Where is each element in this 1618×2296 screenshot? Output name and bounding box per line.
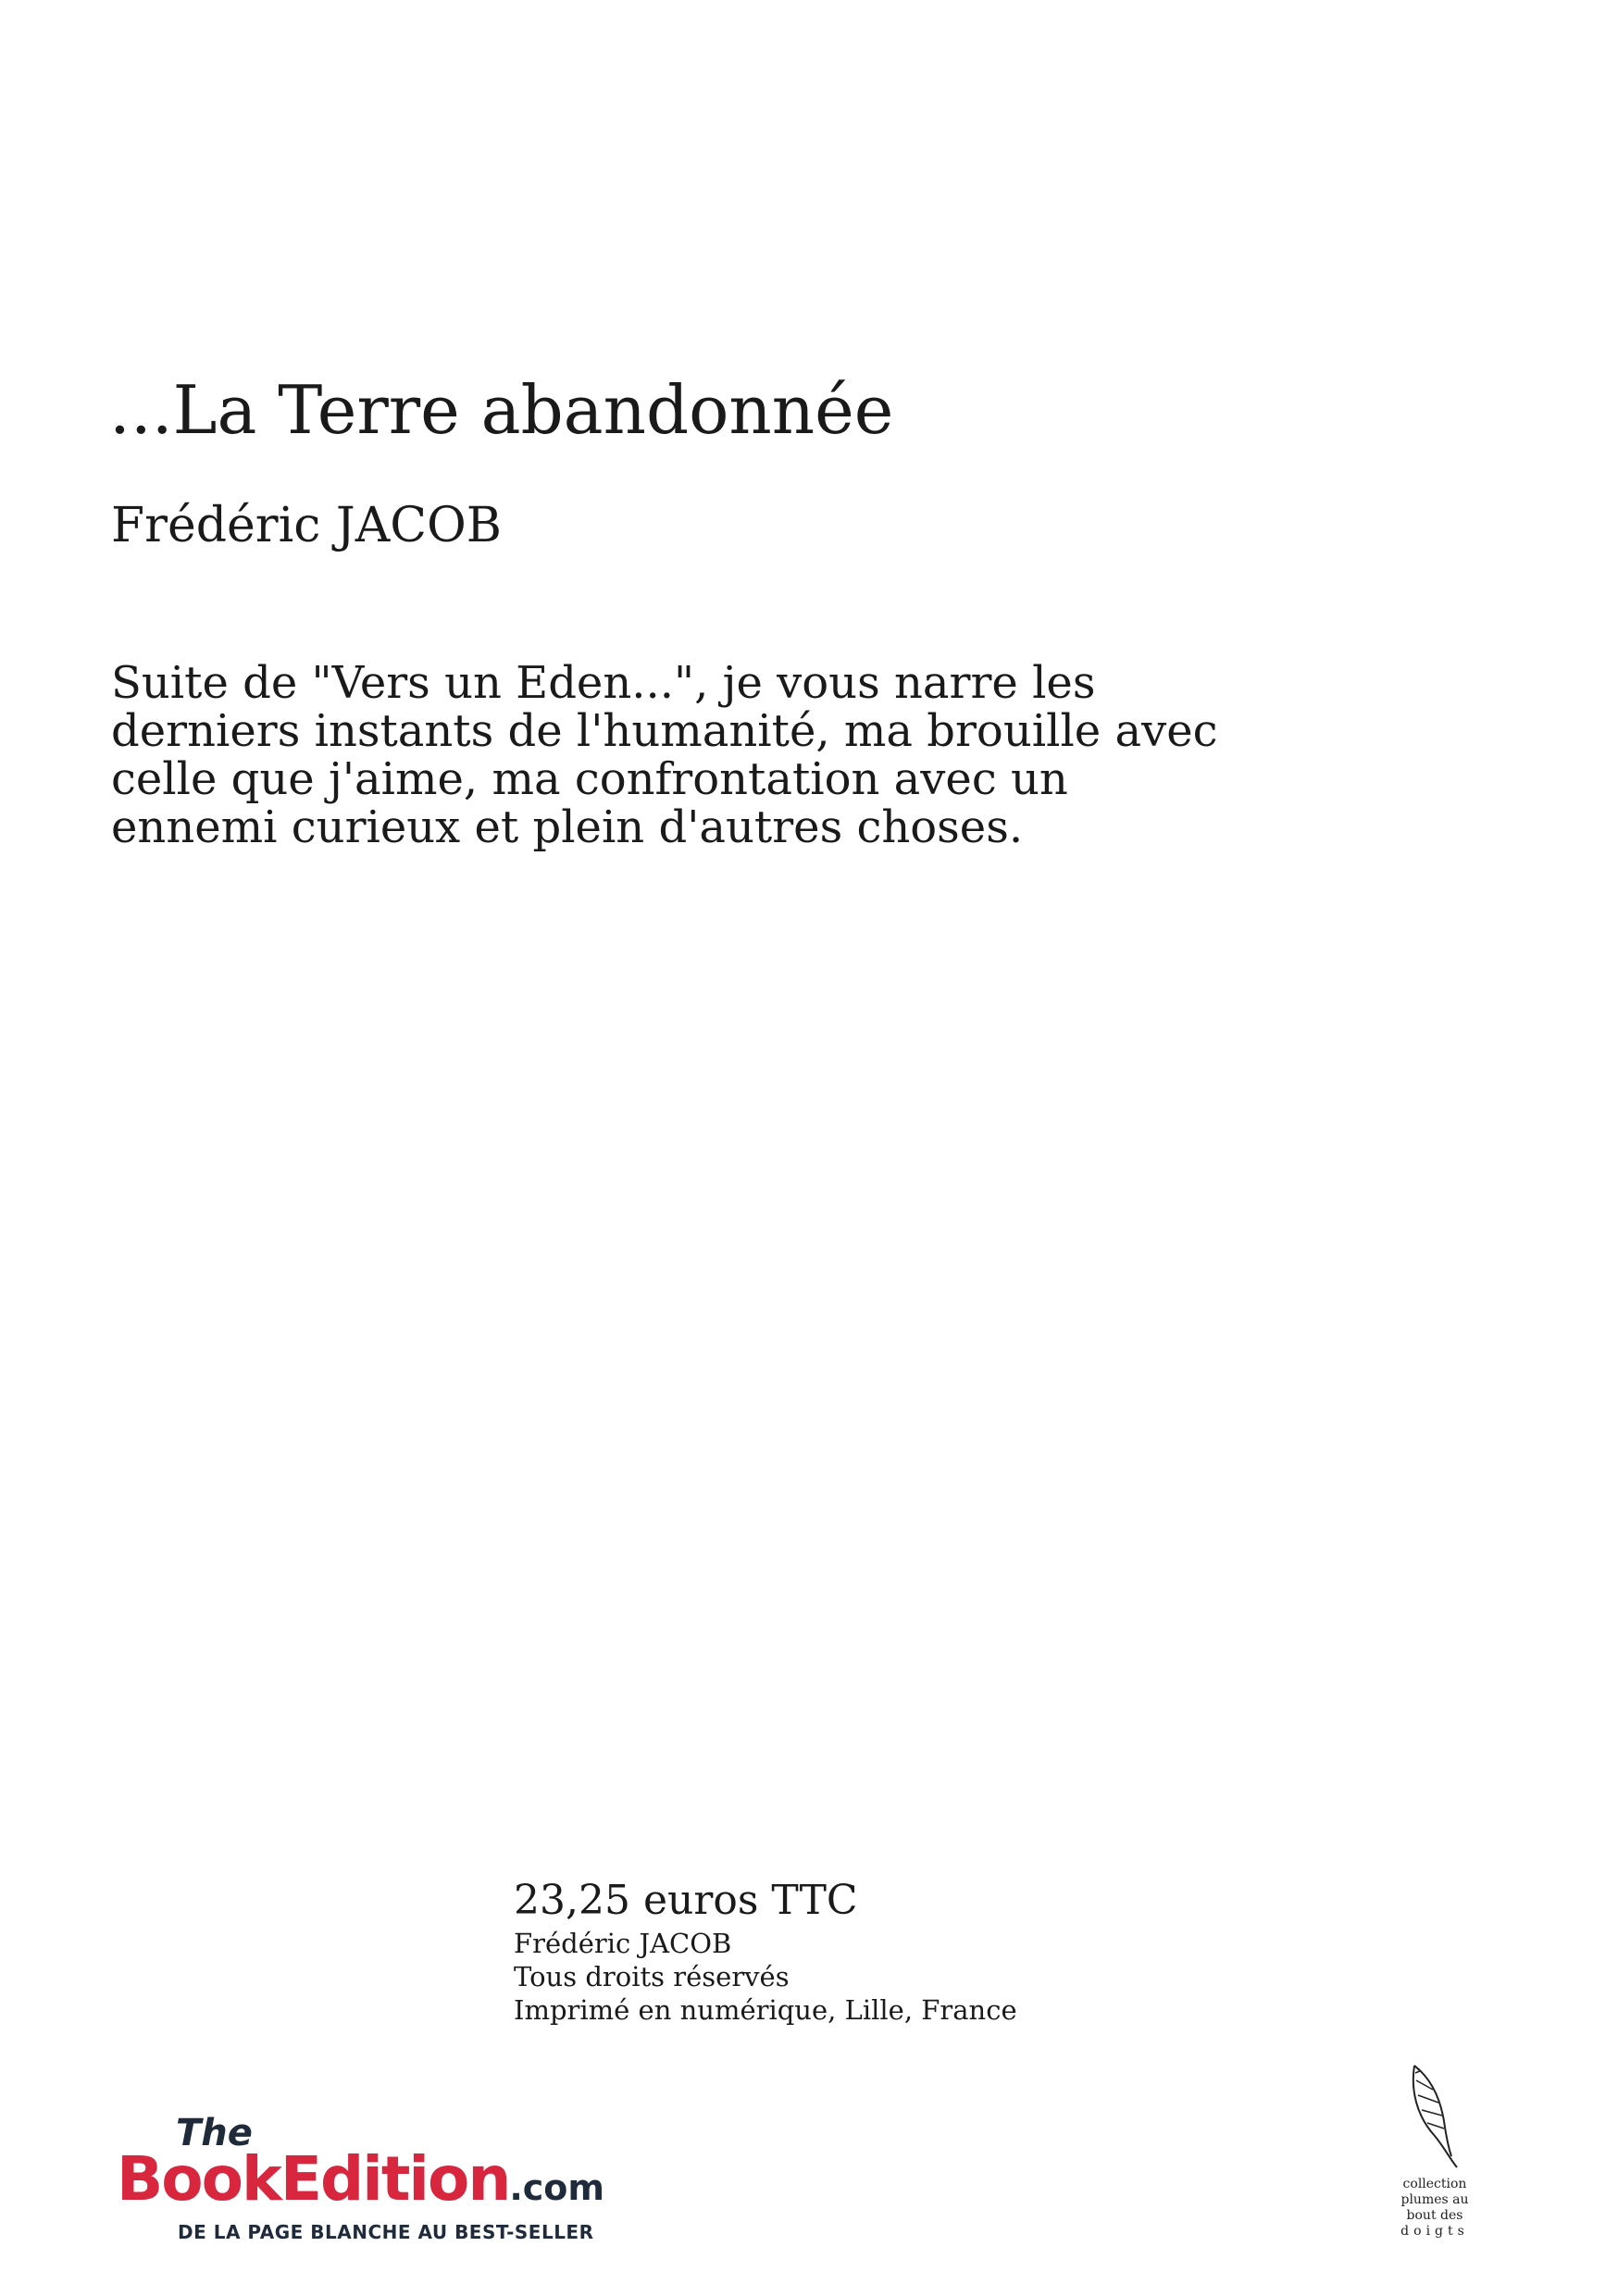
book-title: ...La Terre abandonnée — [109, 371, 894, 449]
printing-notice: Imprimé en numérique, Lille, France — [514, 1994, 1017, 2027]
collection-mark — [1393, 2062, 1476, 2240]
colophon-author: Frédéric JACOB — [514, 1928, 732, 1960]
collection-line: doigts — [1400, 2224, 1469, 2239]
colophon — [514, 1879, 1017, 2027]
collection-line: collection — [1402, 2177, 1467, 2191]
collection-line: plumes au — [1400, 2192, 1469, 2207]
publisher-logo — [117, 2112, 653, 2251]
collection-line: bout des — [1406, 2208, 1463, 2223]
book-synopsis: Suite de "Vers un Eden...", je vous narre les derniers instants de l'humanité, ma brouille avec celle que j'aime, ma confrontation avec un ennemi curieux et plein d'autres choses. — [111, 657, 1218, 853]
feather-icon — [1407, 2062, 1462, 2173]
collection-label — [1393, 2177, 1476, 2240]
book-author: Frédéric JACOB — [111, 498, 502, 553]
rights-notice: Tous droits réservés — [514, 1961, 790, 1993]
logo-wordmark — [117, 2143, 604, 2215]
logo-brand: BookEdition — [117, 2143, 510, 2215]
price: 23,25 euros TTC — [514, 1877, 858, 1924]
logo-the: The — [176, 2112, 253, 2154]
logo-tagline: DE LA PAGE BLANCHE AU BEST-SELLER — [178, 2221, 594, 2243]
logo-domain: .com — [509, 2167, 605, 2208]
